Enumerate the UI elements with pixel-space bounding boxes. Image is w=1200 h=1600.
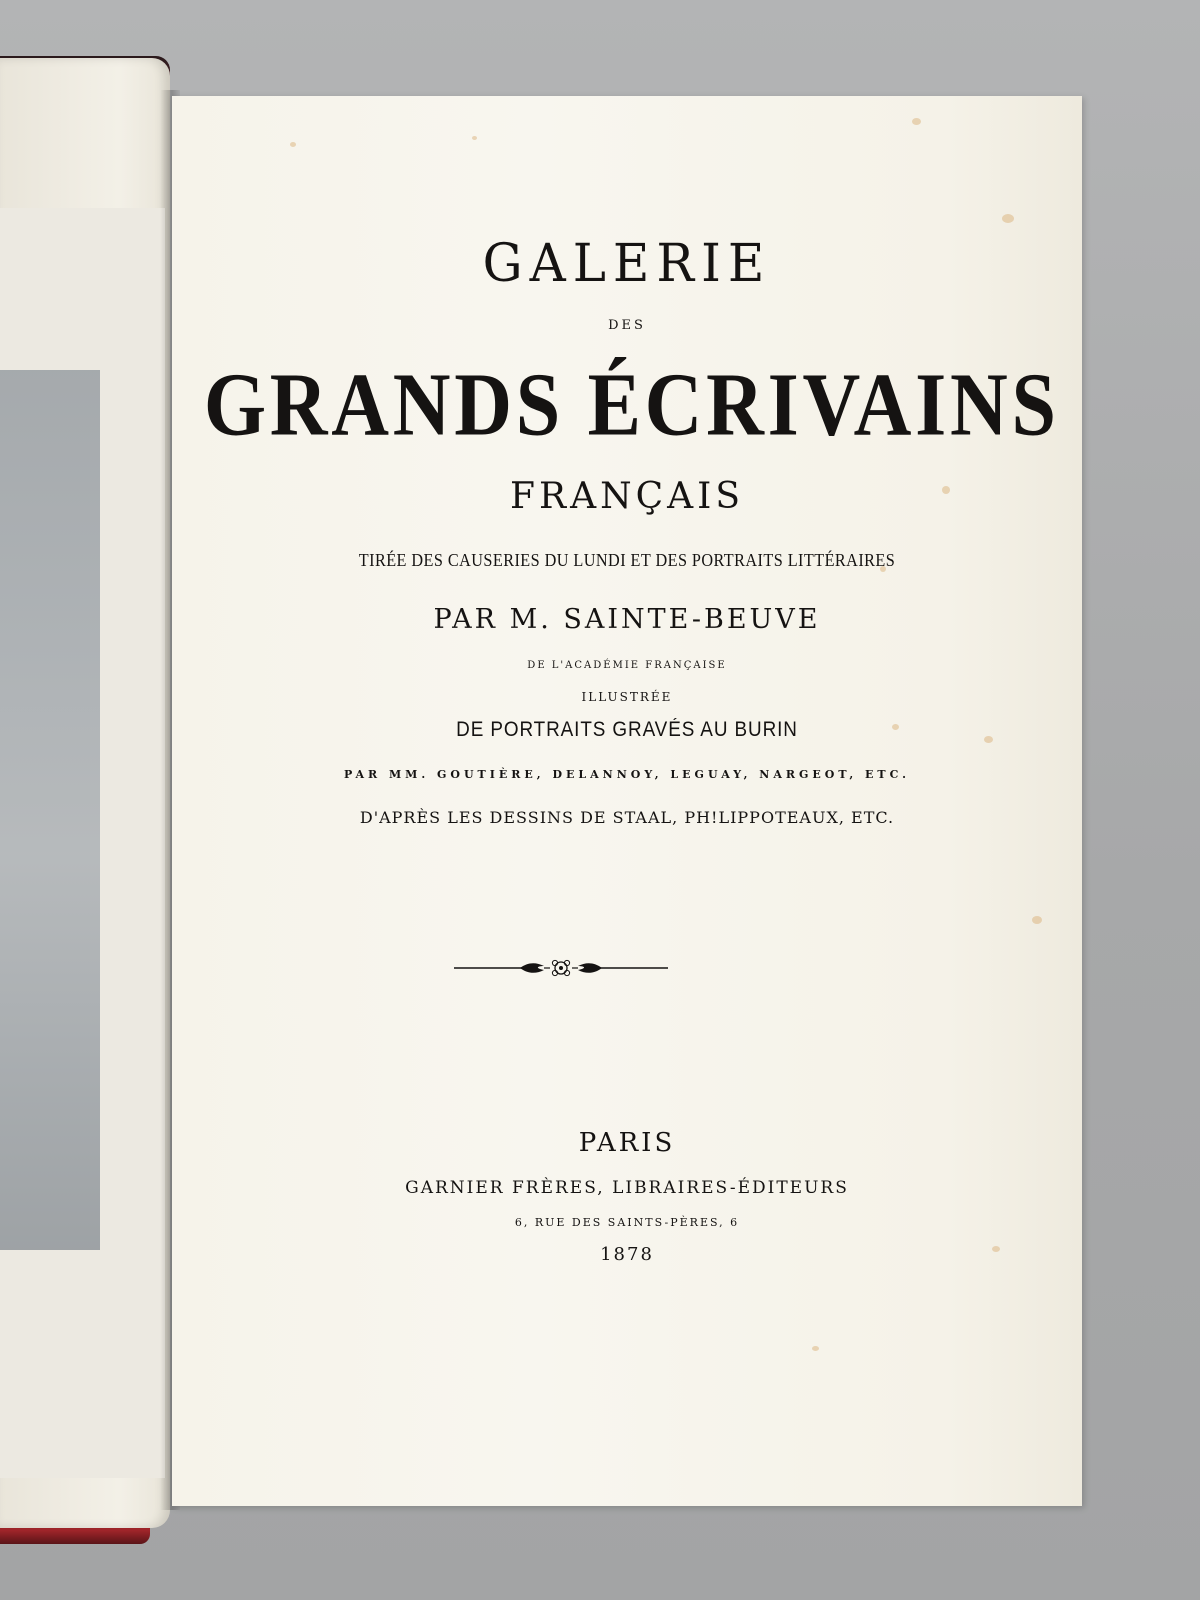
illustree-label: ILLUSTRÉE	[581, 690, 673, 704]
foxing-spot	[1032, 916, 1042, 924]
author-affiliation: DE L'ACADÉMIE FRANÇAISE	[527, 660, 727, 671]
subtitle-tiree: TIRÉE DES CAUSERIES DU LUNDI ET DES PORTRAITS LITTÉRAIRES	[358, 550, 896, 570]
foxing-spot	[812, 1346, 819, 1351]
fleuron-ornament-icon	[454, 954, 668, 982]
foxing-spot	[472, 136, 477, 140]
engravers-line: PAR MM. GOUTIÈRE, DELANNOY, LEGUAY, NARGEOT, ETC.	[344, 768, 910, 781]
title-galerie: GALERIE	[482, 232, 772, 294]
foxing-spot	[290, 142, 296, 147]
imprint-address: 6, RUE DES SAINTS-PÈRES, 6	[514, 1216, 740, 1229]
drawings-line: D'APRÈS LES DESSINS DE STAAL, PH!LIPPOTEAUX, ETC.	[359, 808, 895, 827]
foxing-spot	[912, 118, 921, 125]
imprint-publisher: GARNIER FRÈRES, LIBRAIRES-ÉDITEURS	[405, 1178, 849, 1198]
left-page-frontispiece	[0, 58, 170, 1528]
frontispiece-portrait-plate	[0, 370, 100, 1250]
imprint-city: PARIS	[578, 1128, 676, 1158]
title-francais: FRANÇAIS	[509, 476, 744, 517]
title-page	[172, 96, 1082, 1506]
author-line: PAR M. SAINTE-BEUVE	[433, 604, 821, 635]
foxing-spot	[1002, 214, 1014, 223]
imprint-year: 1878	[600, 1244, 654, 1265]
title-grands-ecrivains: GRANDS ÉCRIVAINS	[203, 353, 1060, 455]
portraits-line: DE PORTRAITS GRAVÉS AU BURIN	[456, 718, 798, 741]
title-des: DES	[608, 318, 646, 333]
